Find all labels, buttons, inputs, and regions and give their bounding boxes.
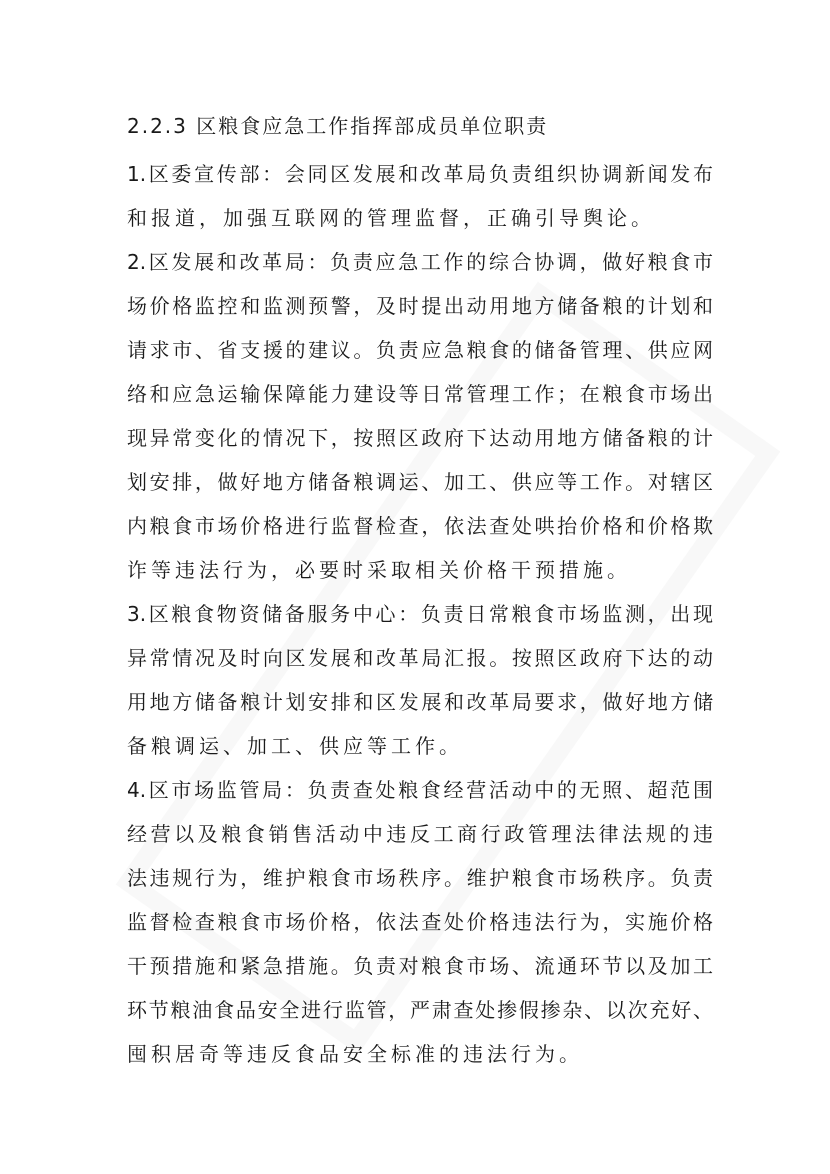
text-line: 2.区发展和改革局：负责应急工作的综合协调，做好粮食市 xyxy=(127,250,713,274)
text-line: 3.区粮食物资储备服务中心：负责日常粮食市场监测，出现 xyxy=(127,602,713,626)
text-line: 场价格监控和监测预警，及时提出动用地方储备粮的计划和 xyxy=(127,294,713,318)
text-line: 4.区市场监管局：负责查处粮食经营活动中的无照、超范围 xyxy=(127,778,713,802)
text-line: 诈等违法行为，必要时采取相关价格干预措施。 xyxy=(127,558,631,582)
text-line: 异常情况及时向区发展和改革局汇报。按照区政府下达的动 xyxy=(127,646,713,670)
document-page xyxy=(127,108,713,1076)
text-line: 1.区委宣传部：会同区发展和改革局负责组织协调新闻发布 xyxy=(127,162,713,186)
text-line: 用地方储备粮计划安排和区发展和改革局要求，做好地方储 xyxy=(127,690,713,714)
text-line: 环节粮油食品安全进行监管，严肃查处掺假掺杂、以次充好、 xyxy=(127,998,713,1022)
text-line: 划安排，做好地方储备粮调运、加工、供应等工作。对辖区 xyxy=(127,470,713,494)
text-line: 现异常变化的情况下，按照区政府下达动用地方储备粮的计 xyxy=(127,426,713,450)
text-line: 法违规行为，维护粮食市场秩序。维护粮食市场秩序。负责 xyxy=(127,866,713,890)
text-line: 干预措施和紧急措施。负责对粮食市场、流通环节以及加工 xyxy=(127,954,713,978)
text-line: 和报道，加强互联网的管理监督，正确引导舆论。 xyxy=(127,206,655,230)
text-line: 监督检查粮食市场价格，依法查处价格违法行为，实施价格 xyxy=(127,910,713,934)
paragraph xyxy=(127,240,713,592)
text-line: 请求市、省支援的建议。负责应急粮食的储备管理、供应网 xyxy=(127,338,713,362)
paragraph xyxy=(127,152,713,240)
paragraph xyxy=(127,768,713,1076)
paragraph xyxy=(127,592,713,768)
text-line: 络和应急运输保障能力建设等日常管理工作；在粮食市场出 xyxy=(127,382,713,406)
document-body xyxy=(127,152,713,1076)
text-line: 内粮食市场价格进行监督检查，依法查处哄抬价格和价格欺 xyxy=(127,514,713,538)
text-line: 囤积居奇等违反食品安全标准的违法行为。 xyxy=(127,1042,583,1066)
text-line: 备粮调运、加工、供应等工作。 xyxy=(127,734,463,758)
text-line: 经营以及粮食销售活动中违反工商行政管理法律法规的违 xyxy=(127,822,713,846)
section-heading: 2.2.3 区粮食应急工作指挥部成员单位职责 xyxy=(127,114,549,138)
